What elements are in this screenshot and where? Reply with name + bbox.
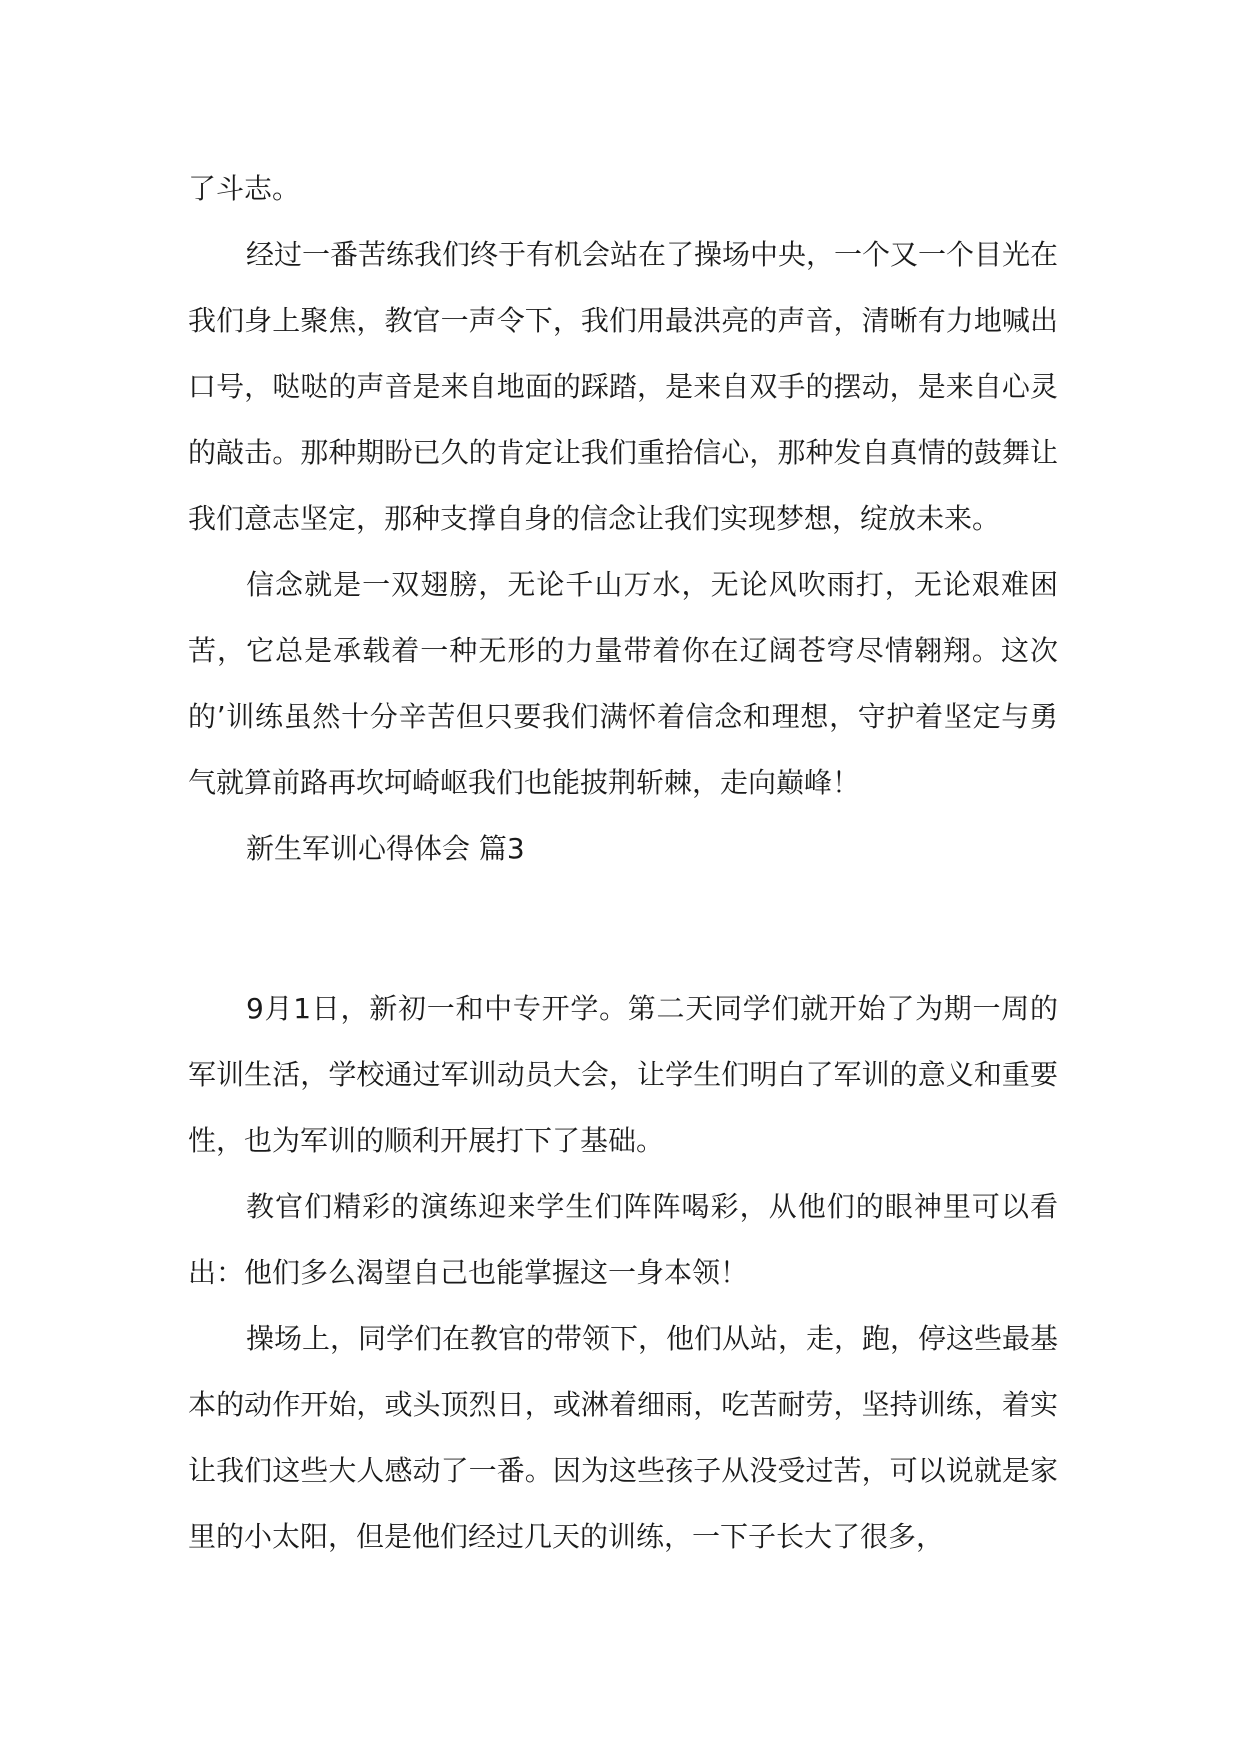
paragraph-training-performance: 经过一番苦练我们终于有机会站在了操场中央，一个又一个目光在我们身上聚焦，教官一声令下，我们用最洪亮的声音，清晰有力地喊出口号，哒哒的声音是来自地面的踩踏，是来自双手的摆动，是来自心灵的敲击。那种期盼已久的肯定让我们重拾信心，那种发自真情的鼓舞让我们意志坚定，那种支撑自身的信念让我们实现梦想，绽放未来。 [188,238,1059,535]
paragraph-school-start: 9月1日，新初一和中专开学。第二天同学们就开始了为期一周的军训生活，学校通过军训动员大会，让学生们明白了军训的意义和重要性，也为军训的顺利开展打下了基础。 [188,992,1058,1157]
paragraph-instructors: 教官们精彩的演练迎来学生们阵阵喝彩，从他们的眼神里可以看出：他们多么渴望自己也能掌握这一身本领！ [188,1190,1058,1289]
paragraph-belief: 信念就是一双翅膀，无论千山万水，无论风吹雨打，无论艰难困苦，它总是承载着一种无形的力量带着你在辽阔苍穹尽情翱翔。这次的’训练虽然十分辛苦但只要我们满怀着信念和理想，守护着坚定与勇气就算前路再坎坷崎岖我们也能披荆斩棘，走向巅峰！ [188,568,1058,799]
document-body [188,156,1058,1570]
section-gap [188,882,1058,976]
section-heading: 新生军训心得体会 篇3 [246,832,525,865]
paragraph-continuation: 了斗志。 [188,172,301,205]
paragraph-playground: 操场上，同学们在教官的带领下，他们从站，走，跑，停这些最基本的动作开始，或头顶烈日，或淋着细雨，吃苦耐劳，坚持训练，着实让我们这些大人感动了一番。因为这些孩子从没受过苦，可以说就是家里的小太阳，但是他们经过几天的训练，一下子长大了很多， [188,1322,1059,1553]
